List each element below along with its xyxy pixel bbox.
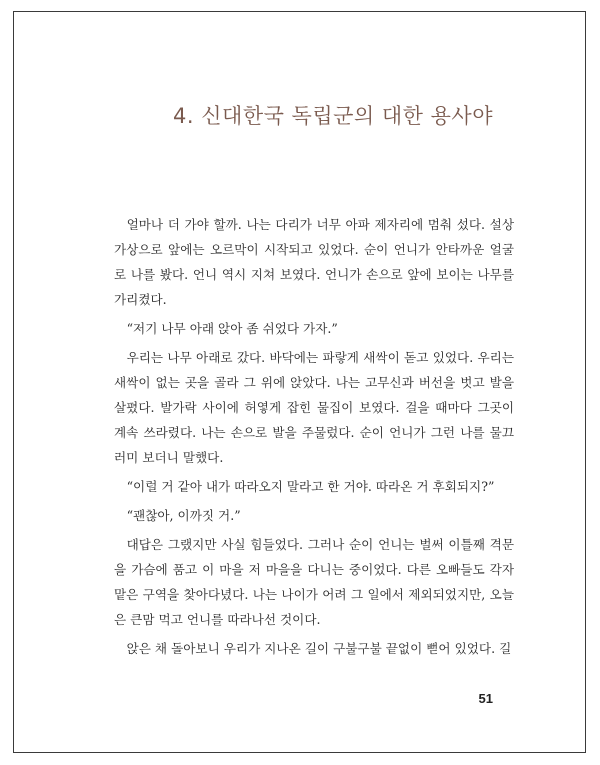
paragraph: 우리는 나무 아래로 갔다. 바닥에는 파랗게 새싹이 돋고 있었다. 우리는 새싹이 없는 곳을 골라 그 위에 앉았다. 나는 고무신과 버선을 벗고 발을 살폈다. 발가락 사이에 허옇게 잡힌 물집이 보였다. 걸을 때마다 그곳이 계속 쓰라렸다. 나는 손으로 발을 주물렀다. 순이 언니가 그런 나를 물끄러미 보더니 말했다. xyxy=(114,350,514,465)
paragraph: “저기 나무 아래 앉아 좀 쉬었다 가자.” xyxy=(126,321,338,336)
chapter-title: 4. 신대한국 독립군의 대한 용사야 xyxy=(173,104,493,128)
paragraph: 대답은 그랬지만 사실 힘들었다. 그러나 순이 언니는 벌써 이틀째 격문을 가슴에 품고 이 마을 저 마을을 다니는 중이었다. 다른 오빠들도 각자 맡은 구역을 찾아다녔다. 나는 나이가 어려 그 일에서 제외되었지만, 오늘은 큰맘 먹고 언니를 따라나선 것이다. xyxy=(114,537,514,627)
paragraph: “이럴 거 같아 내가 따라오지 말라고 한 거야. 따라온 거 후회되지?” xyxy=(126,479,495,494)
paragraph: 얼마나 더 가야 할까. 나는 다리가 너무 아파 제자리에 멈춰 섰다. 설상가상으로 앞에는 오르막이 시작되고 있었다. 순이 언니가 안타까운 얼굴로 나를 봤다. 언니 역시 지쳐 보였다. 언니가 손으로 앞에 보이는 나무를 가리켰다. xyxy=(114,217,514,307)
body-text xyxy=(114,212,514,665)
paragraph: “괜찮아, 이까짓 거.” xyxy=(126,508,241,523)
page-frame xyxy=(13,11,586,753)
paragraph: 앉은 채 돌아보니 우리가 지나온 길이 구불구불 끝없이 뻗어 있었다. 길 xyxy=(126,641,512,656)
page-number: 51 xyxy=(478,691,493,706)
